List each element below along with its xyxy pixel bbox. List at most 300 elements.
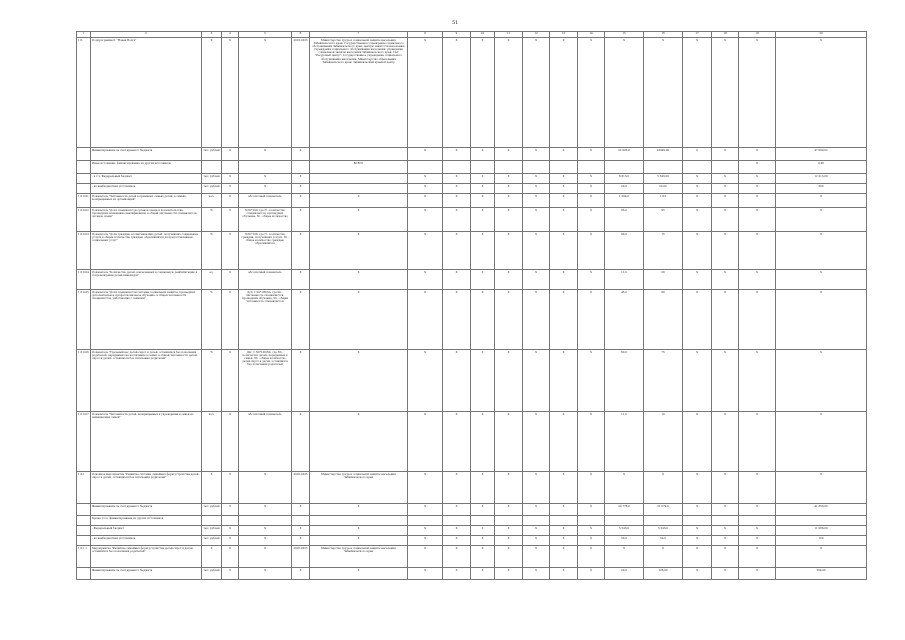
- table-cell: тыс. рублей: [202, 568, 222, 580]
- table-cell: 11,0: [605, 270, 644, 290]
- table-row: [77, 536, 867, 546]
- column-number-cell: 9: [443, 32, 471, 38]
- table-cell: Министерство труда и социальной защиты населения Забайкальского края: [310, 472, 408, 504]
- table-cell: Х: [550, 208, 578, 232]
- table-cell: Х: [310, 350, 408, 412]
- table-cell: 0,00: [776, 161, 867, 174]
- table-cell: 5 543,0: [644, 526, 683, 536]
- table-cell: Х: [310, 568, 408, 580]
- table-row: [77, 161, 867, 174]
- table-cell: Х: [495, 536, 523, 546]
- table-cell: Х: [523, 148, 550, 161]
- table-cell: Х: [443, 184, 471, 194]
- table-cell: Х: [310, 208, 408, 232]
- table-cell: 2016-2025: [292, 472, 310, 504]
- table-cell: Финансирование за счет краевого бюджета: [91, 568, 202, 580]
- table-cell: Х: [683, 194, 712, 208]
- table-cell: Х: [443, 546, 471, 568]
- column-number-cell: 17: [683, 32, 712, 38]
- table-cell: Х: [605, 472, 644, 504]
- table-cell: Х: [739, 290, 776, 350]
- table-cell: Х: [471, 270, 495, 290]
- table-cell: Х: [776, 38, 867, 148]
- table-cell: [443, 516, 471, 526]
- table-cell: Х: [683, 208, 712, 232]
- column-number-cell: 10: [471, 32, 495, 38]
- table-cell: 50,0: [644, 536, 683, 546]
- table-cell: Х: [443, 504, 471, 516]
- table-cell: Х: [739, 232, 776, 270]
- table-cell: 1.6.0.03: [77, 232, 91, 270]
- table-cell: Х: [443, 270, 471, 290]
- table-cell: Х: [408, 174, 443, 184]
- table-cell: [222, 161, 239, 174]
- table-cell: 75: [644, 350, 683, 412]
- table-cell: Х: [578, 184, 605, 194]
- table-cell: Х: [712, 350, 739, 412]
- table-cell: Х: [712, 194, 739, 208]
- table-cell: 1.6.: [77, 38, 91, 148]
- table-row: [77, 232, 867, 270]
- table-cell: Х: [683, 526, 712, 536]
- table-cell: Х: [239, 536, 292, 546]
- table-cell: тыс. рублей: [202, 174, 222, 184]
- table-cell: 22 926,0: [605, 148, 644, 161]
- table-cell: 5 543,0: [605, 526, 644, 536]
- table-cell: Х: [443, 526, 471, 536]
- table-cell: %: [202, 208, 222, 232]
- table-cell: Показатель "Численность детей в приемных семьях детей, в семьях, возвращенных из организаций": [91, 194, 202, 208]
- table-cell: 0: [683, 148, 712, 161]
- table-cell: Х: [683, 38, 712, 148]
- table-cell: Х: [644, 472, 683, 504]
- table-cell: [739, 516, 776, 526]
- table-cell: Х: [523, 290, 550, 350]
- table-cell: тыс. рублей: [202, 526, 222, 536]
- table-cell: Х: [292, 232, 310, 270]
- table-cell: Х: [776, 350, 867, 412]
- table-cell: Х: [495, 270, 523, 290]
- table-cell: Х: [310, 536, 408, 546]
- table-cell: Х: [471, 350, 495, 412]
- table-cell: Х: [222, 232, 239, 270]
- table-cell: Х: [712, 148, 739, 161]
- table-cell: [495, 516, 523, 526]
- table-cell: Х: [222, 148, 239, 161]
- table-cell: Х: [739, 526, 776, 536]
- table-cell: Х: [443, 174, 471, 184]
- column-number-cell: 12: [523, 32, 550, 38]
- table-cell: 90,0: [605, 232, 644, 270]
- table-cell: Х: [222, 290, 239, 350]
- table-cell: Х: [292, 536, 310, 546]
- table-row: [77, 148, 867, 161]
- table-cell: Х: [644, 38, 683, 148]
- table-cell: Х: [739, 546, 776, 568]
- table-cell: Х: [222, 536, 239, 546]
- table-cell: Х: [222, 546, 239, 568]
- table-cell: [292, 516, 310, 526]
- table-cell: N/Ni*100, где N - количество граждан, получивших услуги, Ni - общее количество граждан, обратившихся: [239, 232, 292, 270]
- table-cell: 11,0: [605, 412, 644, 472]
- table-cell: Х: [408, 148, 443, 161]
- column-number-cell: 20: [776, 32, 867, 38]
- table-row: [77, 174, 867, 184]
- table-cell: Х: [471, 412, 495, 472]
- table-cell: 500,00: [776, 568, 867, 580]
- table-cell: [408, 516, 443, 526]
- table-cell: Х: [443, 290, 471, 350]
- table-cell: 20,0: [605, 568, 644, 580]
- table-cell: 22,00: [644, 184, 683, 194]
- table-cell: Х: [712, 174, 739, 184]
- column-number-cell: 4: [222, 32, 239, 38]
- table-cell: Х: [578, 174, 605, 184]
- table-cell: [77, 536, 91, 546]
- table-cell: Х: [578, 412, 605, 472]
- table-cell: Х: [443, 350, 471, 412]
- table-cell: Х: [683, 270, 712, 290]
- table-cell: Х: [292, 208, 310, 232]
- table-cell: Х: [739, 568, 776, 580]
- table-cell: [310, 148, 408, 161]
- table-cell: 20 778,0: [605, 504, 644, 516]
- table-cell: Министерство труда и социальной защиты населения Забайкальского края: [310, 546, 408, 568]
- table-cell: Показатель "Численность детей, возвращенных в учреждения в семьи из замещающих семей": [91, 412, 202, 472]
- table-cell: Х: [739, 270, 776, 290]
- table-cell: 100: [776, 536, 867, 546]
- table-cell: Х: [222, 504, 239, 516]
- table-cell: 95: [644, 208, 683, 232]
- table-cell: Показатель "Количество детей, вовлеченных в социальную реабилитацию и сопровождения детей-инвалидов": [91, 270, 202, 290]
- table-cell: [495, 161, 523, 174]
- table-cell: Х: [408, 208, 443, 232]
- table-cell: Х: [292, 568, 310, 580]
- table-row: [77, 350, 867, 412]
- table-row: [77, 546, 867, 568]
- table-cell: Х: [495, 412, 523, 472]
- table-cell: Х: [712, 208, 739, 232]
- table-cell: Х: [471, 568, 495, 580]
- table-cell: 105,00: [644, 568, 683, 580]
- table-cell: Х: [471, 184, 495, 194]
- table-cell: [605, 161, 644, 174]
- table-cell: Х: [739, 536, 776, 546]
- table-cell: Х: [471, 148, 495, 161]
- table-cell: Х: [443, 412, 471, 472]
- column-number-cell: 2: [91, 32, 202, 38]
- table-cell: Х: [222, 270, 239, 290]
- table-cell: Х: [495, 568, 523, 580]
- table-cell: Х: [578, 232, 605, 270]
- table-cell: Х: [222, 526, 239, 536]
- table-cell: Х: [578, 270, 605, 290]
- table-cell: 6 613,0: [605, 174, 644, 184]
- table-cell: Х: [292, 194, 310, 208]
- page-number: 51: [452, 20, 459, 26]
- table-cell: Х: [523, 546, 550, 568]
- table-cell: - из внебюджетных источников: [91, 536, 202, 546]
- table-cell: 1.6.0.01: [77, 194, 91, 208]
- column-number-cell: 7: [310, 32, 408, 38]
- table-cell: - из внебюджетных источников: [91, 184, 202, 194]
- table-cell: Х: [523, 208, 550, 232]
- table-cell: Х: [222, 194, 239, 208]
- table-cell: Х: [776, 412, 867, 472]
- table-cell: Х: [443, 536, 471, 546]
- table-cell: [550, 161, 578, 174]
- table-cell: 1.6.1: [77, 472, 91, 504]
- table-cell: [712, 161, 739, 174]
- table-cell: Х: [550, 568, 578, 580]
- table-cell: Х: [292, 148, 310, 161]
- table-cell: [683, 516, 712, 526]
- table-cell: Х: [443, 38, 471, 148]
- table-cell: Х: [683, 412, 712, 472]
- table-cell: Х: [310, 270, 408, 290]
- table-cell: [523, 161, 550, 174]
- table-cell: Х: [739, 194, 776, 208]
- table-cell: Мероприятие "Развитие семейных форм устройства детей-сирот и детей, оставшихся без попечения родителей": [91, 546, 202, 568]
- table-cell: 21 079,0: [644, 504, 683, 516]
- table-cell: 23049,00: [644, 148, 683, 161]
- table-cell: Х: [471, 38, 495, 148]
- table-cell: Х: [550, 290, 578, 350]
- table-cell: Х: [683, 350, 712, 412]
- table-cell: Х: [550, 148, 578, 161]
- column-number-cell: 6: [292, 32, 310, 38]
- table-cell: Министерство труда и социальной защиты населения Забайкальского края; Государственное учреждение социального обслуживания Забайкальского края; центры занятости населения; учреждения социального обслуживания населения; управление социальной защиты населения Забайкальского края; ГАУ "Ресурсный центр"; Государственное учреждение социального обслуживания населения; Министерство образования Забайкальского края; Забайкальский краевой центр: [310, 38, 408, 148]
- table-cell: Х: [292, 526, 310, 536]
- table-cell: Показатель "Доля граждан, воспитывающих детей, получивших социальные услуги в общем количестве граждан, обратившихся за предоставлением социальных услуг": [91, 232, 202, 270]
- table-cell: - в т.ч. Федеральный бюджет: [91, 174, 202, 184]
- table-cell: Х: [222, 208, 239, 232]
- table-cell: %: [202, 350, 222, 412]
- table-cell: Х: [495, 504, 523, 516]
- table-cell: Х: [578, 546, 605, 568]
- table-cell: Х: [495, 38, 523, 148]
- column-number-cell: 14: [578, 32, 605, 38]
- table-cell: [550, 516, 578, 526]
- table-cell: [408, 161, 443, 174]
- table-cell: 45,0: [605, 290, 644, 350]
- table-row: [77, 472, 867, 504]
- table-cell: Х: [408, 194, 443, 208]
- table-cell: Х: [292, 270, 310, 290]
- table-cell: Х: [239, 184, 292, 194]
- table-cell: 47 090,02: [776, 148, 867, 161]
- table-cell: 60: [644, 290, 683, 350]
- table-cell: Х: [495, 148, 523, 161]
- table-cell: Х: [443, 472, 471, 504]
- table-cell: тыс. рублей: [202, 184, 222, 194]
- table-cell: 15: [644, 232, 683, 270]
- table-cell: Дсп = Sn*100/Sn, где Sn - численность специалистов, прошедших обучение, Sn - общая численность специалистов: [239, 290, 292, 350]
- table-cell: [222, 516, 239, 526]
- table-cell: Х: [683, 290, 712, 350]
- table-cell: Х: [408, 290, 443, 350]
- table-cell: 1116: [644, 194, 683, 208]
- table-cell: Х: [712, 526, 739, 536]
- table-cell: Х: [712, 536, 739, 546]
- table-cell: Х: [202, 472, 222, 504]
- table-cell: Х: [712, 270, 739, 290]
- table-cell: Х: [578, 526, 605, 536]
- table-cell: тыс. рублей: [202, 504, 222, 516]
- table-cell: Х: [550, 536, 578, 546]
- column-number-cell: 18: [712, 32, 739, 38]
- table-cell: Х: [292, 412, 310, 472]
- table-cell: Х: [310, 194, 408, 208]
- table-cell: [77, 516, 91, 526]
- table-cell: N/Ni*100, где N - количество специалистов, прошедших обучение, Ni - общее количество: [239, 208, 292, 232]
- table-cell: 10: [644, 412, 683, 472]
- table-cell: Х: [739, 184, 776, 194]
- table-cell: Х: [292, 350, 310, 412]
- table-cell: Х: [739, 174, 776, 184]
- table-cell: Х: [292, 184, 310, 194]
- table-row: [77, 208, 867, 232]
- table-cell: Х: [550, 412, 578, 472]
- table-cell: Х: [443, 208, 471, 232]
- column-number-cell: 5: [239, 32, 292, 38]
- table-cell: Х: [222, 350, 239, 412]
- table-cell: Х: [776, 232, 867, 270]
- table-cell: Х: [408, 546, 443, 568]
- table-cell: Х: [712, 568, 739, 580]
- table-cell: Х: [523, 504, 550, 516]
- table-cell: Х: [523, 194, 550, 208]
- table-cell: Х: [292, 504, 310, 516]
- table-cell: Х: [495, 290, 523, 350]
- column-number-cell: 11: [495, 32, 523, 38]
- table-cell: Х: [471, 504, 495, 516]
- table-cell: Х: [739, 350, 776, 412]
- table-cell: Х: [776, 472, 867, 504]
- table-cell: [644, 516, 683, 526]
- table-cell: Х: [408, 184, 443, 194]
- table-cell: Х: [739, 161, 776, 174]
- table-cell: Х: [495, 184, 523, 194]
- table-cell: Х: [443, 568, 471, 580]
- table-cell: Х: [712, 232, 739, 270]
- table-cell: Х: [471, 472, 495, 504]
- table-cell: ед.: [202, 270, 222, 290]
- table-cell: [471, 516, 495, 526]
- table-row: [77, 184, 867, 194]
- table-row: [77, 516, 867, 526]
- table-cell: Х: [550, 270, 578, 290]
- table-cell: абсолютный показатель: [239, 194, 292, 208]
- table-row: [77, 290, 867, 350]
- table-cell: 2016-2025: [292, 38, 310, 148]
- table-cell: тыс. рублей: [202, 536, 222, 546]
- table-row: [77, 270, 867, 290]
- table-cell: Х: [776, 270, 867, 290]
- table-cell: Х: [712, 546, 739, 568]
- table-cell: Х: [523, 568, 550, 580]
- column-number-cell: 1: [77, 32, 91, 38]
- table-cell: Х: [739, 412, 776, 472]
- table-cell: Х: [550, 546, 578, 568]
- table-cell: 300: [776, 184, 867, 194]
- table-cell: 20: [644, 270, 683, 290]
- table-cell: [310, 174, 408, 184]
- table-cell: Х: [683, 504, 712, 516]
- table-cell: 1.6.0.06: [77, 350, 91, 412]
- table-cell: Х: [239, 174, 292, 184]
- table-cell: [683, 161, 712, 174]
- table-cell: Х: [495, 194, 523, 208]
- table-cell: Х: [408, 350, 443, 412]
- table-cell: Х: [550, 194, 578, 208]
- table-cell: Х: [408, 472, 443, 504]
- table-cell: Х: [523, 472, 550, 504]
- table-cell: Х: [239, 148, 292, 161]
- table-cell: Х: [550, 184, 578, 194]
- column-number-cell: 13: [550, 32, 578, 38]
- table-cell: Х: [310, 290, 408, 350]
- table-cell: Х: [222, 184, 239, 194]
- table-cell: Х: [310, 504, 408, 516]
- table-cell: Х: [578, 504, 605, 516]
- table-cell: Х: [443, 232, 471, 270]
- table-cell: Х: [495, 232, 523, 270]
- table-cell: Х: [495, 208, 523, 232]
- table-cell: [443, 161, 471, 174]
- table-cell: Дпг = Nb*100/Nb, где Nb - количество детей, переданных в семьи, Nb - общее количество детей-сирот и детей, оставшихся без попечения родителей: [239, 350, 292, 412]
- table-cell: Х: [222, 472, 239, 504]
- table-cell: абсолютный показатель: [239, 412, 292, 472]
- table-cell: Х: [712, 472, 739, 504]
- table-row: [77, 526, 867, 536]
- table-cell: Х: [408, 38, 443, 148]
- table-cell: Х: [578, 38, 605, 148]
- table-cell: Х: [239, 568, 292, 580]
- table-cell: Х: [495, 174, 523, 184]
- column-number-cell: 16: [644, 32, 683, 38]
- table-cell: 1.6.0.07: [77, 412, 91, 472]
- table-row: [77, 568, 867, 580]
- table-cell: Х: [495, 546, 523, 568]
- column-number-cell: 3: [202, 32, 222, 38]
- table-cell: Х: [471, 232, 495, 270]
- table-cell: Иные источники, финансирование из других источников: [91, 161, 202, 174]
- table-cell: Х: [550, 232, 578, 270]
- table-cell: 95,0: [605, 208, 644, 232]
- table-cell: Показатель "Доля специалистов органов опеки и попечительства, прошедших повышение квалификации, в общей численности специалистов органов опеки": [91, 208, 202, 232]
- table-cell: [77, 161, 91, 174]
- table-cell: Х: [712, 504, 739, 516]
- table-cell: Х: [550, 526, 578, 536]
- table-row: [77, 194, 867, 208]
- table-cell: Х: [550, 350, 578, 412]
- table-cell: Х: [239, 526, 292, 536]
- table-cell: Х: [550, 504, 578, 516]
- table-cell: Х: [443, 148, 471, 161]
- table-cell: Х: [408, 412, 443, 472]
- table-cell: Х: [578, 568, 605, 580]
- table-cell: Х: [683, 184, 712, 194]
- table-cell: Х: [712, 290, 739, 350]
- table-cell: Х: [739, 148, 776, 161]
- table-cell: Х: [739, 504, 776, 516]
- table-cell: Х: [578, 472, 605, 504]
- table-cell: [471, 161, 495, 174]
- table-cell: Х: [550, 38, 578, 148]
- table-cell: Х: [471, 536, 495, 546]
- table-cell: Х: [776, 208, 867, 232]
